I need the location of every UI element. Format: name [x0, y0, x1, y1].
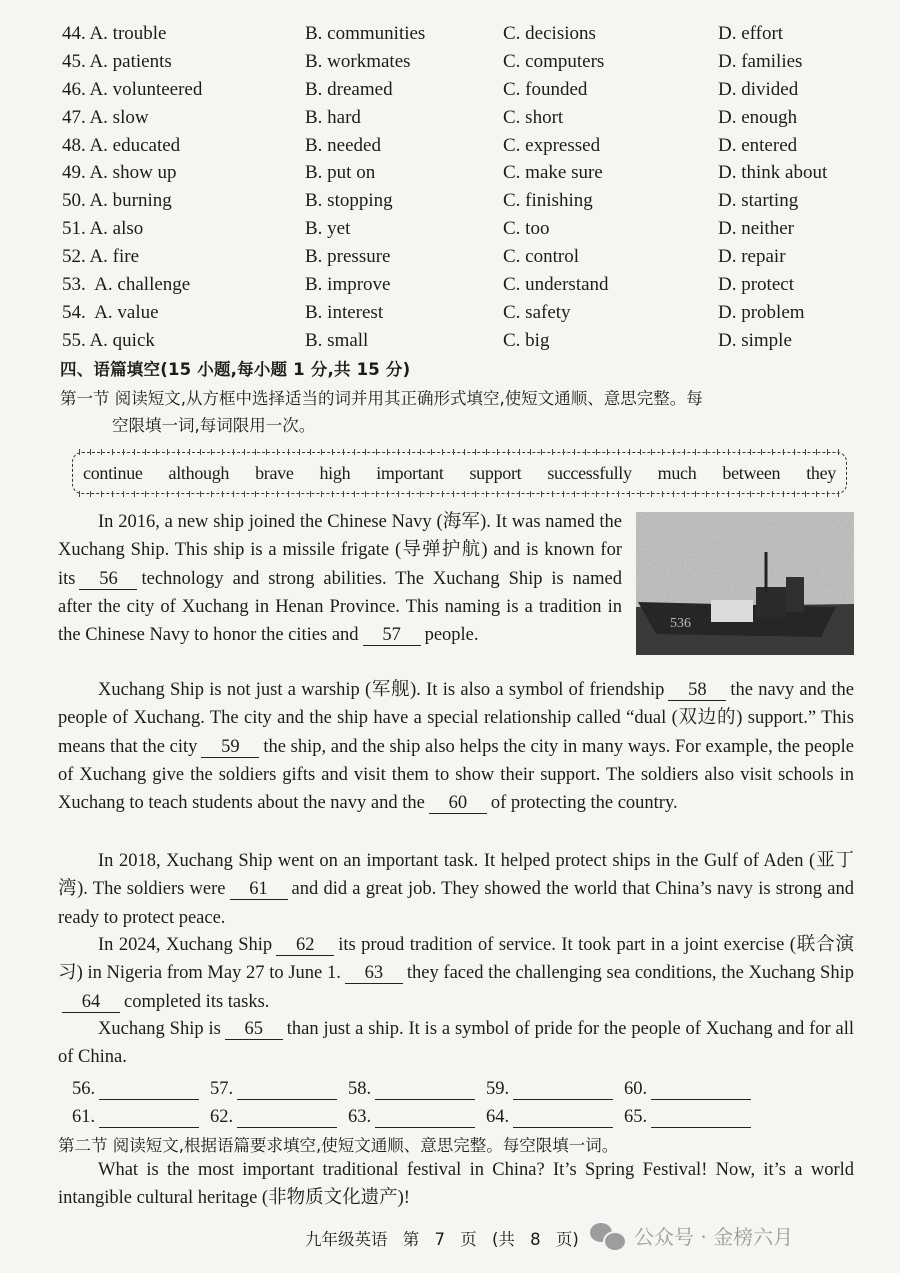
part1-instructions-line2: 空限填一词,每词限用一次。: [112, 416, 316, 435]
part1-instructions: [60, 385, 865, 439]
answer-item: [486, 1072, 624, 1100]
word-bank-item: much: [657, 462, 697, 483]
option-d: D. divided: [718, 78, 799, 100]
option-d: D. entered: [718, 134, 798, 156]
passage-text: technology and strong abilities. The Xuchang Ship is named after the city of Xuchang in Henan Province. This naming is a tradition in the Chinese Navy to honor the cities and: [58, 568, 622, 646]
question-row: [58, 243, 878, 271]
hull-number: 536: [670, 616, 691, 631]
answer-number: 56.: [72, 1079, 96, 1099]
passage-text: the ship, and the ship also helps the city in many ways. For example, the people of Xuchang give the soldiers gifts and visit them to show their support. The soldiers also visit schools in Xuchang to teach students about the navy and the: [58, 736, 854, 814]
passage-text: In 2024, Xuchang Ship: [98, 935, 273, 955]
passage-text: Xuchang Ship is: [98, 1019, 221, 1039]
option-c: C. control: [503, 246, 579, 268]
question-row: [58, 299, 878, 327]
answer-item: [348, 1100, 486, 1128]
answer-item: [486, 1100, 624, 1128]
answer-number: 61.: [72, 1107, 96, 1127]
answer-blank[interactable]: [375, 1109, 475, 1128]
passage-paragraph-1: [58, 508, 622, 649]
section-title: 四、语篇填空(15 小题,每小题 1 分,共 15 分): [60, 360, 411, 379]
option-a: 49. A. show up: [62, 162, 177, 184]
option-b: B. workmates: [305, 50, 411, 72]
passage-text: of protecting the country.: [490, 793, 678, 814]
option-a: 47. A. slow: [62, 106, 149, 128]
answer-blank[interactable]: [375, 1081, 475, 1100]
passage-text: completed its tasks.: [124, 991, 270, 1012]
page-footer: 九年级英语 第 7 页 (共 8 页): [305, 1230, 579, 1249]
option-d: D. simple: [718, 329, 792, 351]
passage-text: they faced the challenging sea conditions, the Xuchang Ship: [406, 963, 854, 984]
blank-64[interactable]: 64: [62, 992, 120, 1013]
option-a: 45. A. patients: [62, 50, 172, 72]
blank-58[interactable]: 58: [668, 680, 726, 701]
passage-text: the navy and the people of Xuchang. The city and the ship have a special relationship called “dual (双边的) support.” This means that the city: [58, 680, 855, 757]
option-c: C. computers: [503, 50, 605, 72]
passage-text: people.: [424, 625, 479, 646]
passage-text: than just a ship. It is a symbol of pride for the people of Xuchang and for all of China.: [58, 1019, 854, 1068]
passage-paragraph-2: [58, 676, 854, 817]
answer-blank[interactable]: [651, 1081, 751, 1100]
blank-56[interactable]: 56: [79, 569, 137, 590]
option-d: D. protect: [718, 274, 794, 296]
question-row: [58, 327, 878, 355]
word-bank-item: continue: [83, 462, 143, 483]
passage-paragraph-3: [58, 847, 854, 932]
option-a: 44. A. trouble: [62, 23, 167, 44]
part1-instructions-line1: 第一节 阅读短文,从方框中选择适当的词并用其正确形式填空,使短文通顺、意思完整。每: [60, 389, 703, 408]
question-row: [58, 48, 878, 76]
option-a: 52. A. fire: [62, 246, 140, 268]
option-a: 51. A. also: [62, 218, 144, 240]
option-c: C. founded: [503, 78, 588, 100]
option-a: 50. A. burning: [62, 190, 172, 212]
answer-number: 65.: [624, 1107, 648, 1127]
question-row: [58, 187, 878, 215]
word-bank-item: important: [376, 462, 444, 483]
blank-62[interactable]: 62: [276, 935, 334, 956]
part2-passage: [58, 1156, 854, 1213]
answer-item: [210, 1100, 348, 1128]
part2-text: What is the most important traditional festival in China? It’s Spring Festival! Now, it’s a world intangible cultural heritage (非物质文化遗产)!: [58, 1160, 854, 1209]
blank-60[interactable]: 60: [429, 793, 487, 814]
word-bank-item: brave: [255, 462, 294, 483]
option-b: B. yet: [305, 218, 351, 240]
option-b: B. communities: [305, 23, 426, 44]
option-b: B. interest: [305, 301, 384, 323]
answer-row: [72, 1100, 832, 1128]
word-bank-item: high: [319, 462, 351, 483]
answer-number: 64.: [486, 1107, 510, 1127]
word-bank-item: although: [168, 462, 230, 483]
answer-blank[interactable]: [237, 1081, 337, 1100]
passage-text: Xuchang Ship is not just a warship (军舰). It is also a symbol of friendship: [98, 680, 665, 700]
passage-paragraph-5: [58, 1015, 854, 1072]
answer-blank[interactable]: [651, 1109, 751, 1128]
part2-instructions: 第二节 阅读短文,根据语篇要求填空,使短文通顺、意思完整。每空限填一词。: [58, 1136, 619, 1155]
question-row: [58, 104, 878, 132]
option-a: 54. A. value: [62, 301, 159, 323]
option-a: 48. A. educated: [62, 134, 181, 156]
option-c: C. decisions: [503, 23, 596, 44]
option-a: 53. A. challenge: [62, 274, 191, 296]
multiple-choice-options: [58, 20, 878, 355]
option-a: 46. A. volunteered: [62, 78, 203, 100]
answer-number: 58.: [348, 1079, 372, 1099]
option-d: D. effort: [718, 23, 784, 44]
option-c: C. expressed: [503, 134, 601, 156]
passage-text: In 2018, Xuchang Ship went on an important task. It helped protect ships in the Gulf of Aden (亚丁湾). The soldiers were: [58, 851, 854, 900]
answer-number: 60.: [624, 1079, 648, 1099]
option-c: C. short: [503, 106, 564, 128]
blank-63[interactable]: 63: [345, 963, 403, 984]
option-b: B. pressure: [305, 246, 391, 268]
question-row: [58, 159, 878, 187]
option-a: 55. A. quick: [62, 329, 155, 351]
option-b: B. hard: [305, 106, 361, 128]
answer-blank[interactable]: [99, 1081, 199, 1100]
answer-item: [72, 1072, 210, 1100]
ship-photo: [636, 512, 854, 655]
option-c: C. make sure: [503, 162, 603, 184]
answer-item: [624, 1100, 762, 1128]
watermark: [590, 1221, 793, 1250]
answer-item: [210, 1072, 348, 1100]
option-d: D. families: [718, 50, 803, 72]
watermark-text: 公众号 · 金榜六月: [634, 1225, 794, 1249]
blank-65[interactable]: 65: [225, 1019, 283, 1040]
question-row: [58, 76, 878, 104]
answer-blank[interactable]: [513, 1109, 613, 1128]
word-bank: [72, 452, 847, 494]
wechat-icon: [590, 1223, 626, 1249]
option-b: B. improve: [305, 274, 391, 296]
answer-number: 57.: [210, 1079, 234, 1099]
answer-item: [348, 1072, 486, 1100]
word-bank-item: they: [806, 462, 836, 483]
option-d: D. repair: [718, 246, 786, 268]
passage-text: and did a great job. They showed the world that China’s navy is strong and ready to protect peace.: [58, 879, 854, 928]
passage-text: its proud tradition of service. It took part in a joint exercise (联合演习) in Nigeria from May 27 to June 1.: [58, 935, 854, 984]
answer-number: 63.: [348, 1107, 372, 1127]
answer-item: [72, 1100, 210, 1128]
option-c: C. safety: [503, 301, 571, 323]
word-bank-item: successfully: [547, 462, 632, 483]
option-c: C. too: [503, 218, 550, 240]
blank-61[interactable]: 61: [230, 879, 288, 900]
option-d: D. think about: [718, 162, 828, 184]
option-b: B. dreamed: [305, 78, 393, 100]
answer-row: [72, 1072, 832, 1100]
answer-item: [624, 1072, 762, 1100]
blank-57[interactable]: 57: [363, 625, 421, 646]
answer-blank[interactable]: [237, 1109, 337, 1128]
answer-blank[interactable]: [99, 1109, 199, 1128]
option-c: C. understand: [503, 274, 609, 296]
option-d: D. neither: [718, 218, 794, 240]
word-bank-item: support: [469, 462, 522, 483]
question-row: [58, 20, 878, 48]
option-b: B. put on: [305, 162, 376, 184]
option-c: C. finishing: [503, 190, 593, 212]
option-b: B. stopping: [305, 190, 393, 212]
option-c: C. big: [503, 329, 550, 351]
answer-number: 59.: [486, 1079, 510, 1099]
answer-blank[interactable]: [513, 1081, 613, 1100]
blank-59[interactable]: 59: [201, 737, 259, 758]
option-d: D. enough: [718, 106, 798, 128]
option-b: B. needed: [305, 134, 381, 156]
question-row: [58, 271, 878, 299]
option-d: D. problem: [718, 301, 805, 323]
answer-lines: [72, 1072, 832, 1128]
question-row: [58, 215, 878, 243]
passage-paragraph-4: [58, 931, 854, 1016]
option-b: B. small: [305, 329, 369, 351]
word-bank-item: between: [722, 462, 781, 483]
option-d: D. starting: [718, 190, 799, 212]
passage-text: In 2016, a new ship joined the Chinese Navy (海军). It was named the Xuchang Ship. This ship is a missile frigate (导弹护航) and is known for its: [58, 512, 622, 589]
answer-number: 62.: [210, 1107, 234, 1127]
question-row: [58, 132, 878, 160]
